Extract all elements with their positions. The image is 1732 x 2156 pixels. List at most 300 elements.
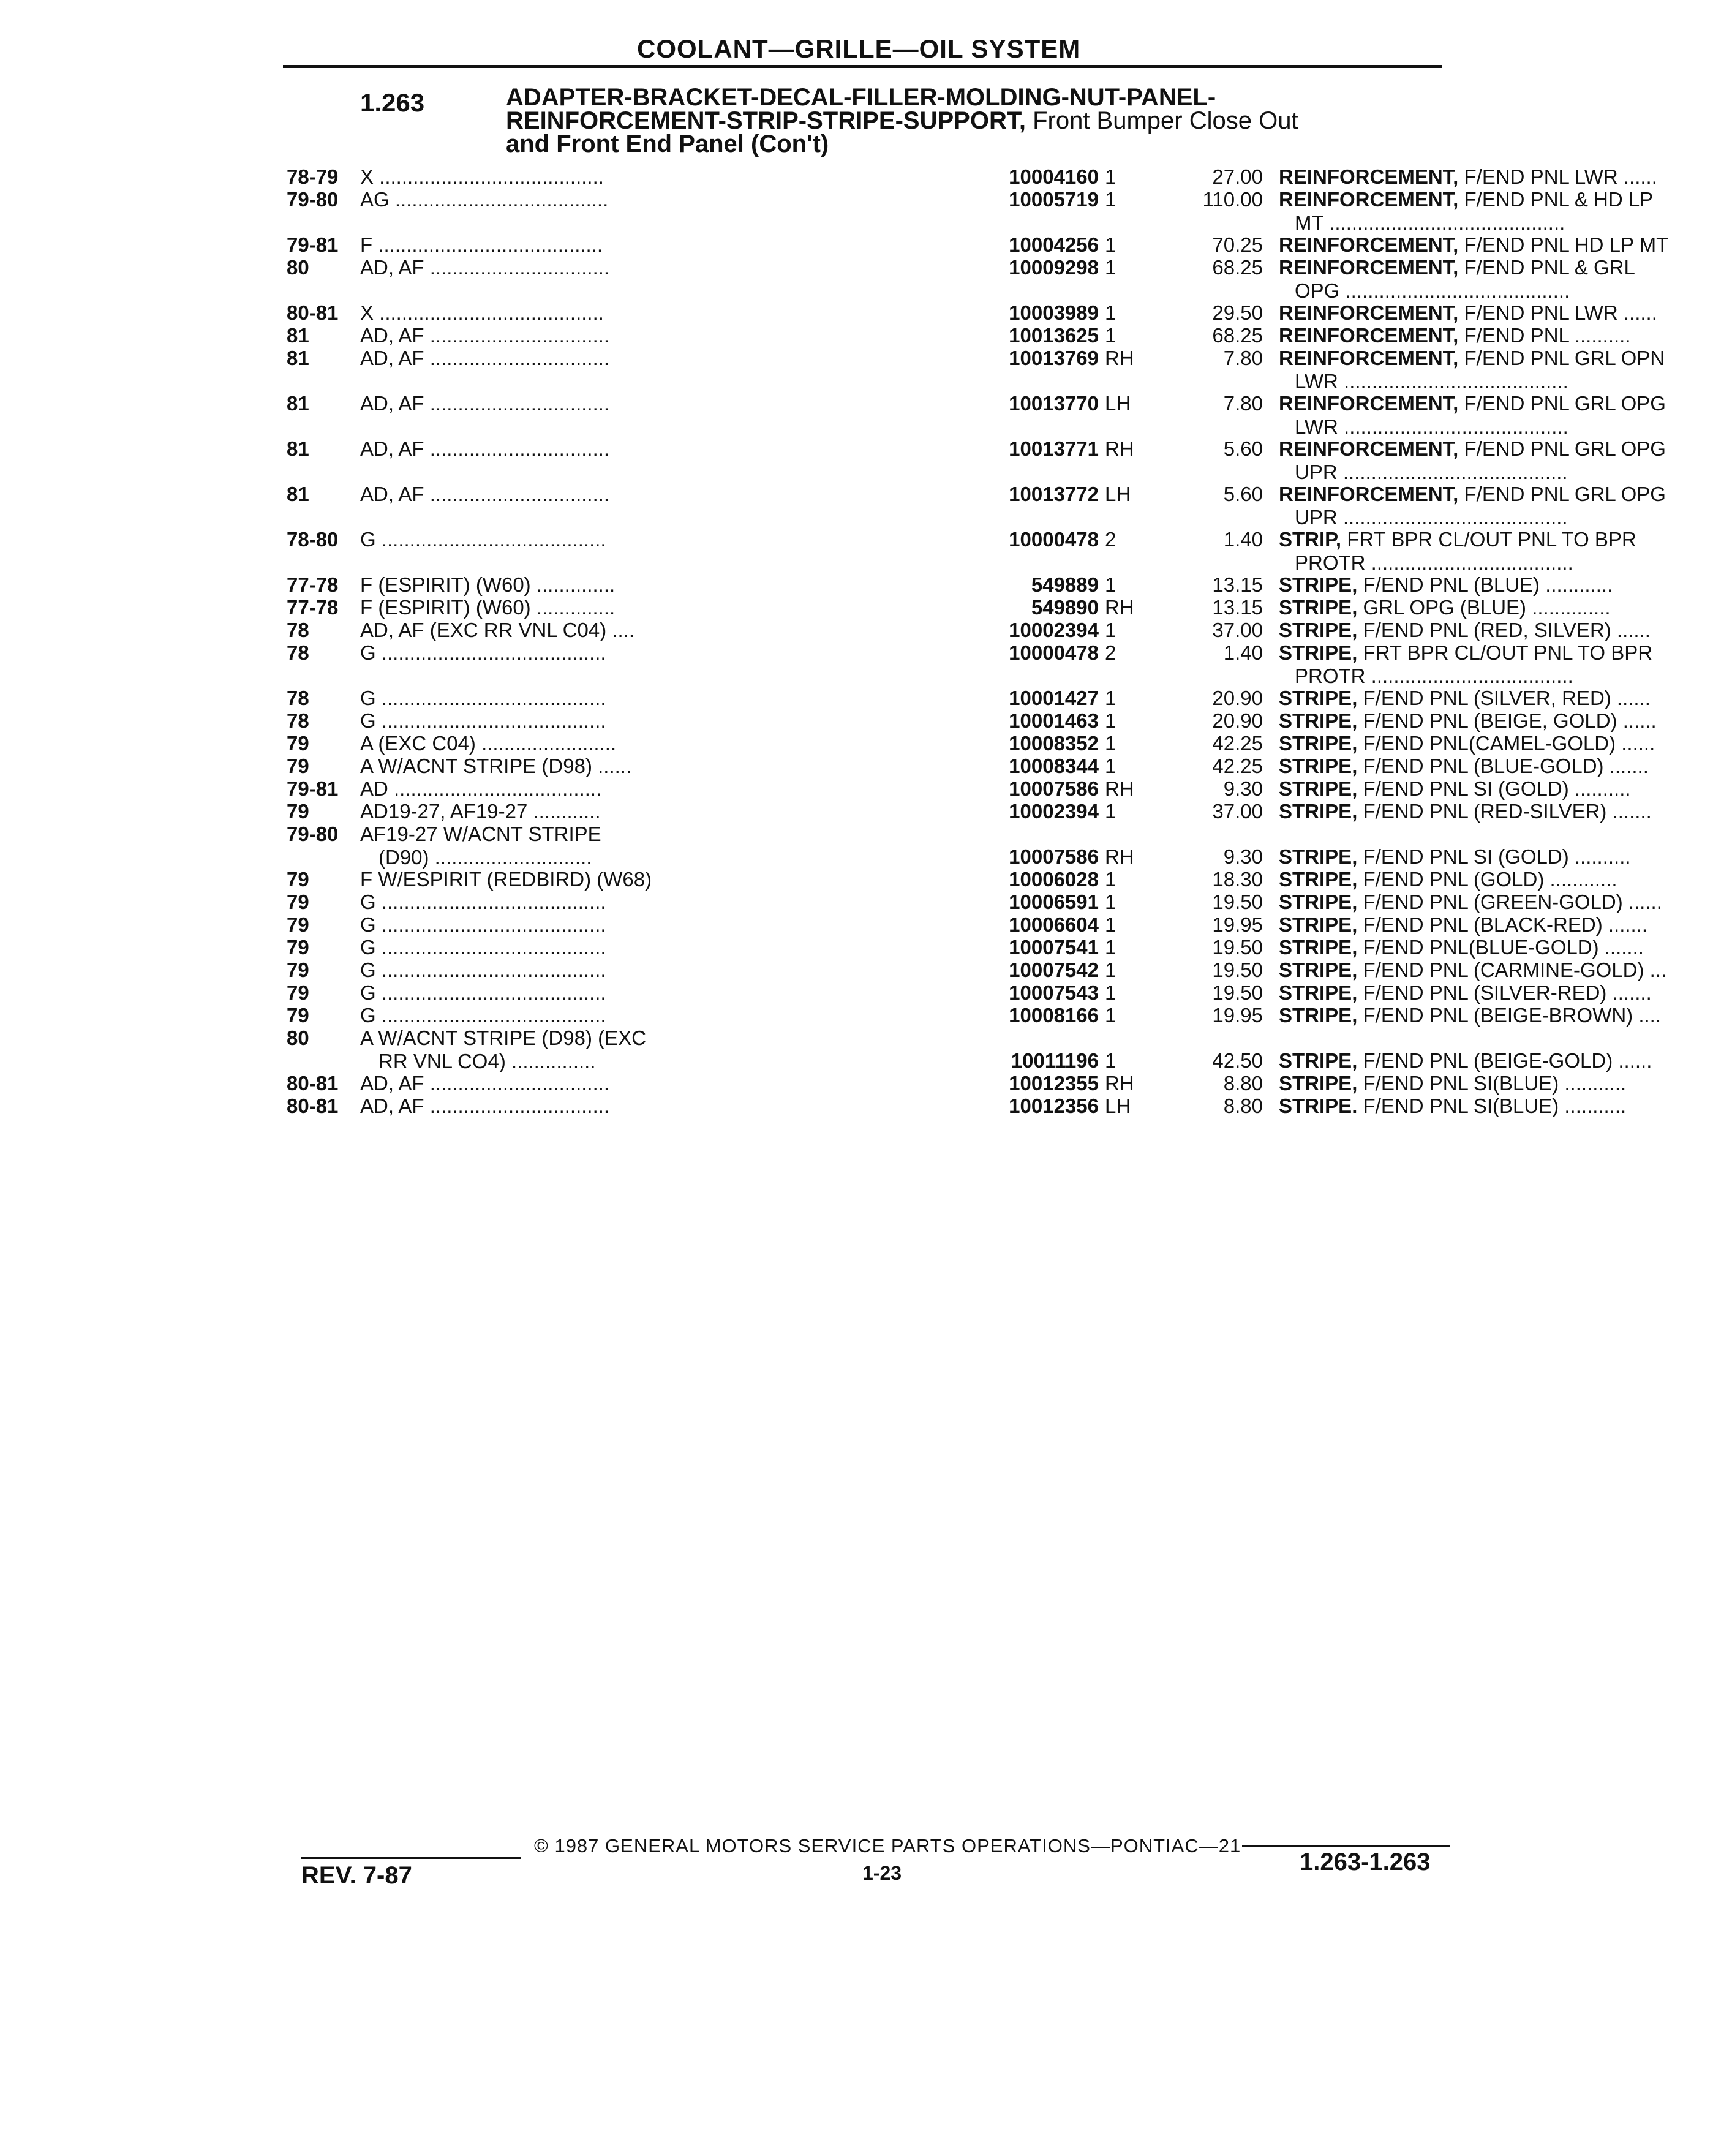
row-description-line <box>1279 1004 1732 1027</box>
row-quantity: 1 <box>1105 959 1116 981</box>
row-description <box>1279 324 1732 347</box>
row-description <box>1279 641 1732 688</box>
row-quantity: LH <box>1105 1095 1131 1117</box>
row-description <box>1279 528 1732 575</box>
row-year: 79-80 <box>287 823 339 845</box>
row-description-line <box>1279 301 1732 325</box>
row-model <box>360 1095 968 1118</box>
row-model <box>360 868 968 891</box>
row-part-name: STRIPE, <box>1279 573 1358 596</box>
row-model-line: G ........................................ <box>360 1004 606 1027</box>
row-description-line <box>1279 188 1732 211</box>
page-header-title: COOLANT—GRILLE—OIL SYSTEM <box>637 34 1081 63</box>
row-quantity: 1 <box>1105 913 1116 936</box>
row-part-number: 10007586 <box>1009 845 1099 868</box>
row-part-number: 10001463 <box>1009 709 1099 732</box>
row-model-line: AD, AF ................................ <box>360 256 610 279</box>
row-model-line: A (EXC C04) ........................ <box>360 732 617 755</box>
row-quantity: 1 <box>1105 188 1116 211</box>
row-quantity: 1 <box>1105 619 1116 641</box>
row-description-line <box>1279 800 1732 823</box>
row-description-line: PROTR .................................... <box>1295 665 1573 687</box>
row-description-line <box>1279 324 1732 347</box>
row-part-number: 10003989 <box>1009 301 1099 324</box>
section-title-line-2-rest: Front Bumper Close Out <box>1025 107 1298 134</box>
row-description-line <box>1279 165 1732 189</box>
row-description-line <box>1279 1049 1732 1072</box>
row-model-line: AD ..................................... <box>360 777 602 800</box>
row-price: 27.00 <box>1212 165 1263 188</box>
row-quantity: 1 <box>1105 1004 1116 1027</box>
row-description-text: F/END PNL (BEIGE, GOLD) ...... <box>1357 709 1657 732</box>
row-model-line: F (ESPIRIT) (W60) .............. <box>360 573 616 596</box>
row-description <box>1279 1072 1732 1095</box>
row-part-number: 10002394 <box>1009 800 1099 823</box>
row-year: 79-81 <box>287 777 339 800</box>
row-year: 81 <box>287 437 309 460</box>
footer-rule-left <box>301 1857 521 1859</box>
row-description-text: F/END PNL .......... <box>1458 324 1631 347</box>
row-description-line <box>1279 437 1732 461</box>
row-description-line: PROTR .................................... <box>1295 551 1573 574</box>
row-description <box>1279 1049 1732 1072</box>
row-model-line: F ........................................ <box>360 233 603 256</box>
row-model <box>360 619 968 642</box>
row-year: 79 <box>287 755 309 777</box>
row-model <box>360 165 968 189</box>
row-model <box>360 483 968 506</box>
row-description-line <box>1279 868 1732 891</box>
row-price: 13.15 <box>1212 596 1263 619</box>
row-description-text: F/END PNL (GREEN-GOLD) ...... <box>1357 891 1662 913</box>
row-price: 42.50 <box>1212 1049 1263 1072</box>
row-model <box>360 732 968 755</box>
row-description-line <box>1279 392 1732 415</box>
row-part-name: STRIPE, <box>1279 913 1358 936</box>
row-model <box>360 188 968 211</box>
row-part-number: 10005719 <box>1009 188 1099 211</box>
row-part-number: 10004256 <box>1009 233 1099 256</box>
row-part-name: REINFORCEMENT, <box>1279 483 1459 505</box>
row-model <box>360 437 968 461</box>
row-model <box>360 573 968 597</box>
row-price: 18.30 <box>1212 868 1263 891</box>
row-part-number: 10013771 <box>1009 437 1099 460</box>
row-price: 68.25 <box>1212 256 1263 279</box>
row-price: 9.30 <box>1223 845 1263 868</box>
row-quantity: 1 <box>1105 165 1116 188</box>
row-description-line <box>1279 687 1732 710</box>
row-description <box>1279 483 1732 529</box>
row-description <box>1279 845 1732 869</box>
row-description-text: F/END PNL GRL OPG <box>1458 483 1666 505</box>
row-description <box>1279 777 1732 801</box>
row-model-line: G ........................................ <box>360 936 606 959</box>
row-description-line <box>1279 233 1732 257</box>
row-part-name: STRIPE, <box>1279 596 1358 619</box>
row-price: 29.50 <box>1212 301 1263 324</box>
row-price: 19.50 <box>1212 891 1263 913</box>
row-part-name: STRIPE, <box>1279 732 1358 755</box>
row-description-line <box>1279 777 1732 801</box>
row-description-text: F/END PNL(BLUE-GOLD) ....... <box>1357 936 1644 959</box>
row-description-line <box>1279 732 1732 755</box>
row-description <box>1279 188 1732 235</box>
row-description <box>1279 959 1732 982</box>
row-model <box>360 1072 968 1095</box>
row-part-number: 10012356 <box>1009 1095 1099 1117</box>
row-part-name: REINFORCEMENT, <box>1279 392 1459 415</box>
row-part-number: 10007541 <box>1009 936 1099 959</box>
row-part-name: STRIPE, <box>1279 1072 1358 1095</box>
row-quantity: RH <box>1105 777 1134 800</box>
section-title <box>506 86 1449 156</box>
row-part-name: STRIPE, <box>1279 709 1358 732</box>
row-part-number: 10006028 <box>1009 868 1099 891</box>
row-price: 13.15 <box>1212 573 1263 596</box>
row-quantity: 1 <box>1105 755 1116 777</box>
row-description-line <box>1279 936 1732 959</box>
row-part-name: REINFORCEMENT, <box>1279 347 1459 369</box>
row-description-line: UPR ........................................ <box>1295 461 1568 483</box>
row-part-number: 10006604 <box>1009 913 1099 936</box>
header-rule <box>283 65 1442 68</box>
row-part-name: STRIPE, <box>1279 1004 1358 1027</box>
row-description-line <box>1279 483 1732 506</box>
row-year: 79 <box>287 981 309 1004</box>
row-quantity: LH <box>1105 392 1131 415</box>
row-part-name: STRIPE, <box>1279 845 1358 868</box>
row-part-number: 10002394 <box>1009 619 1099 641</box>
row-part-number: 10007542 <box>1009 959 1099 981</box>
row-year: 79-80 <box>287 188 339 211</box>
row-description-line <box>1279 619 1732 642</box>
row-model-line: X ........................................ <box>360 165 604 188</box>
row-price: 19.50 <box>1212 936 1263 959</box>
row-part-name: STRIPE, <box>1279 868 1358 891</box>
row-part-number: 10007586 <box>1009 777 1099 800</box>
footer-page-number: 1-23 <box>862 1862 902 1884</box>
row-year: 80-81 <box>287 1095 339 1117</box>
row-description-text: F/END PNL (SILVER-RED) ....... <box>1357 981 1652 1004</box>
row-quantity: RH <box>1105 437 1134 460</box>
row-quantity: RH <box>1105 596 1134 619</box>
footer-copyright: © 1987 GENERAL MOTORS SERVICE PARTS OPERATIONS—PONTIAC—21 <box>534 1835 1241 1856</box>
row-price: 1.40 <box>1223 528 1263 551</box>
row-part-number: 10008166 <box>1009 1004 1099 1027</box>
row-year: 80-81 <box>287 1072 339 1095</box>
section-title-line-2-bold: REINFORCEMENT-STRIP-STRIPE-SUPPORT, <box>506 107 1026 134</box>
row-description-line <box>1279 596 1732 619</box>
row-description-line: MT .......................................... <box>1295 211 1565 234</box>
row-quantity: 1 <box>1105 732 1116 755</box>
row-model-line: F W/ESPIRIT (REDBIRD) (W68) <box>360 868 652 891</box>
row-year: 78 <box>287 641 309 664</box>
row-price: 5.60 <box>1223 483 1263 505</box>
row-description <box>1279 755 1732 778</box>
row-model-line: AD, AF ................................ <box>360 483 610 505</box>
row-description-line <box>1279 1095 1732 1118</box>
row-model <box>360 891 968 914</box>
row-description-text: F/END PNL LWR ...... <box>1458 165 1657 188</box>
row-year: 78 <box>287 619 309 641</box>
row-description <box>1279 981 1732 1005</box>
row-price: 20.90 <box>1212 709 1263 732</box>
row-model-line: A W/ACNT STRIPE (D98) ...... <box>360 755 632 777</box>
footer-section-range: 1.263-1.263 <box>1300 1849 1431 1875</box>
section-number: 1.263 <box>360 88 425 117</box>
row-model-line: G ........................................ <box>360 687 606 709</box>
row-quantity: 1 <box>1105 1049 1116 1072</box>
row-model <box>360 709 968 733</box>
row-description-line <box>1279 347 1732 370</box>
row-model-line: G ........................................ <box>360 981 606 1004</box>
row-year: 80 <box>287 256 309 279</box>
row-part-number: 549889 <box>1031 573 1099 596</box>
section-title-line-3: and Front End Panel (Con't) <box>506 130 829 157</box>
row-description-line: UPR ........................................ <box>1295 506 1568 529</box>
row-description-text: F/END PNL(CAMEL-GOLD) ...... <box>1357 732 1655 755</box>
row-part-number: 10013769 <box>1009 347 1099 369</box>
row-description-text: F/END PNL (GOLD) ............ <box>1357 868 1617 891</box>
row-price: 20.90 <box>1212 687 1263 709</box>
row-model <box>360 687 968 710</box>
row-part-name: STRIPE, <box>1279 981 1358 1004</box>
row-description <box>1279 437 1732 484</box>
row-quantity: LH <box>1105 483 1131 505</box>
row-description-text: F/END PNL GRL OPN <box>1458 347 1665 369</box>
row-description-text: FRT BPR CL/OUT PNL TO BPR <box>1357 641 1653 664</box>
row-price: 8.80 <box>1223 1095 1263 1117</box>
row-quantity: 1 <box>1105 301 1116 324</box>
row-quantity: RH <box>1105 1072 1134 1095</box>
row-price: 110.00 <box>1202 188 1263 211</box>
row-part-name: REINFORCEMENT, <box>1279 188 1459 211</box>
row-year: 79 <box>287 1004 309 1027</box>
row-price: 5.60 <box>1223 437 1263 460</box>
section-title-line-1: ADAPTER-BRACKET-DECAL-FILLER-MOLDING-NUT-PANEL- <box>506 84 1216 111</box>
row-model <box>360 981 968 1005</box>
row-part-number: 10001427 <box>1009 687 1099 709</box>
row-description-text: F/END PNL LWR ...... <box>1458 301 1657 324</box>
row-model <box>360 1004 968 1027</box>
row-model-line: X ........................................ <box>360 301 604 324</box>
row-description <box>1279 936 1732 959</box>
row-description <box>1279 732 1732 755</box>
row-part-name: REINFORCEMENT, <box>1279 165 1459 188</box>
row-model <box>360 913 968 937</box>
row-model <box>360 596 968 619</box>
row-part-number: 10000478 <box>1009 528 1099 551</box>
row-model <box>360 256 968 279</box>
row-description-line: OPG ........................................ <box>1295 279 1570 302</box>
row-part-name: REINFORCEMENT, <box>1279 256 1459 279</box>
row-year: 79 <box>287 936 309 959</box>
row-model <box>360 392 968 415</box>
row-description-text: F/END PNL (RED, SILVER) ...... <box>1357 619 1651 641</box>
row-price: 37.00 <box>1212 619 1263 641</box>
row-model-line: G ........................................ <box>360 709 606 732</box>
row-description <box>1279 619 1732 642</box>
row-part-name: STRIPE, <box>1279 959 1358 981</box>
row-description-line <box>1279 1072 1732 1095</box>
row-year: 79 <box>287 732 309 755</box>
row-part-name: REINFORCEMENT, <box>1279 233 1459 256</box>
row-description <box>1279 868 1732 891</box>
row-description-text: F/END PNL SI(BLUE) ........... <box>1357 1072 1627 1095</box>
row-quantity: 2 <box>1105 528 1116 551</box>
row-part-name: REINFORCEMENT, <box>1279 324 1459 347</box>
row-model <box>360 800 968 823</box>
row-description <box>1279 392 1732 439</box>
row-part-name: STRIPE, <box>1279 641 1358 664</box>
row-description-text: F/END PNL (RED-SILVER) ....... <box>1357 800 1652 823</box>
row-part-name: STRIP, <box>1279 528 1342 551</box>
row-description-line: LWR ........................................ <box>1295 370 1568 393</box>
row-description-text: F/END PNL SI (GOLD) .......... <box>1357 777 1631 800</box>
row-year: 79 <box>287 959 309 981</box>
row-quantity: 1 <box>1105 687 1116 709</box>
row-part-name: REINFORCEMENT, <box>1279 437 1459 460</box>
row-description-text: F/END PNL GRL OPG <box>1458 392 1666 415</box>
row-model-line: AG ...................................... <box>360 188 609 211</box>
row-description-text: F/END PNL & HD LP <box>1458 188 1654 211</box>
row-year: 79 <box>287 868 309 891</box>
row-part-number: 10013772 <box>1009 483 1099 505</box>
row-price: 19.50 <box>1212 959 1263 981</box>
row-model-line: G ........................................ <box>360 959 606 981</box>
row-year: 77-78 <box>287 596 339 619</box>
row-quantity: 1 <box>1105 324 1116 347</box>
row-description-line <box>1279 528 1732 551</box>
row-part-name: STRIPE, <box>1279 936 1358 959</box>
row-part-number: 10013770 <box>1009 392 1099 415</box>
row-description-line <box>1279 573 1732 597</box>
row-description <box>1279 1004 1732 1027</box>
row-description-line <box>1279 891 1732 914</box>
row-year: 80 <box>287 1027 309 1049</box>
row-description <box>1279 596 1732 619</box>
row-model-line: AD, AF ................................ <box>360 1095 610 1117</box>
row-year: 78 <box>287 709 309 732</box>
row-year: 81 <box>287 347 309 369</box>
row-part-name: STRIPE, <box>1279 891 1358 913</box>
row-model-line: G ........................................ <box>360 528 606 551</box>
row-quantity: 1 <box>1105 981 1116 1004</box>
row-year: 79 <box>287 913 309 936</box>
row-model <box>360 641 968 665</box>
footer-rule-right <box>1242 1845 1450 1847</box>
row-quantity: 1 <box>1105 868 1116 891</box>
row-quantity: 1 <box>1105 936 1116 959</box>
row-model-line: G ........................................ <box>360 641 606 664</box>
row-description-line <box>1279 959 1732 982</box>
row-quantity: RH <box>1105 845 1134 868</box>
row-year: 77-78 <box>287 573 339 596</box>
row-model-line: AD, AF ................................ <box>360 392 610 415</box>
row-price: 7.80 <box>1223 392 1263 415</box>
row-description <box>1279 165 1732 189</box>
row-model-line: AF19-27 W/ACNT STRIPE <box>360 823 601 845</box>
footer-revision: REV. 7-87 <box>301 1862 412 1889</box>
row-price: 42.25 <box>1212 755 1263 777</box>
row-model-line: G ........................................ <box>360 891 606 913</box>
row-year: 78-80 <box>287 528 339 551</box>
row-part-name: STRIPE, <box>1279 1049 1358 1072</box>
row-description <box>1279 891 1732 914</box>
row-description-line <box>1279 845 1732 869</box>
row-description-line <box>1279 755 1732 778</box>
row-year: 78-79 <box>287 165 339 188</box>
row-year: 81 <box>287 324 309 347</box>
row-description-line <box>1279 913 1732 937</box>
row-price: 19.95 <box>1212 1004 1263 1027</box>
row-description-text: F/END PNL (SILVER, RED) ...... <box>1357 687 1651 709</box>
row-model <box>360 823 968 869</box>
row-part-number: 549890 <box>1031 596 1099 619</box>
row-part-number: 10004160 <box>1009 165 1099 188</box>
row-model <box>360 324 968 347</box>
row-description-line <box>1279 641 1732 665</box>
row-description-text: F/END PNL (BLACK-RED) ....... <box>1357 913 1648 936</box>
row-price: 42.25 <box>1212 732 1263 755</box>
row-part-name: STRIPE, <box>1279 619 1358 641</box>
row-year: 79 <box>287 891 309 913</box>
row-quantity: 1 <box>1105 256 1116 279</box>
row-quantity: 1 <box>1105 573 1116 596</box>
row-description-text: F/END PNL HD LP MT <box>1458 233 1669 256</box>
row-model-line: AD, AF ................................ <box>360 347 610 369</box>
row-price: 19.50 <box>1212 981 1263 1004</box>
row-description-text: F/END PNL (BLUE) ............ <box>1357 573 1613 596</box>
row-description <box>1279 233 1732 257</box>
row-model-line: AD19-27, AF19-27 ............ <box>360 800 601 823</box>
row-part-name: STRIPE, <box>1279 800 1358 823</box>
row-description <box>1279 301 1732 325</box>
row-year: 78 <box>287 687 309 709</box>
row-model-line: F (ESPIRIT) (W60) .............. <box>360 596 616 619</box>
row-description <box>1279 709 1732 733</box>
row-model-line: A W/ACNT STRIPE (D98) (EXC <box>360 1027 646 1049</box>
row-model <box>360 777 968 801</box>
row-part-number: 10013625 <box>1009 324 1099 347</box>
row-model <box>360 233 968 257</box>
row-model-line: AD, AF ................................ <box>360 437 610 460</box>
row-part-name: STRIPE, <box>1279 777 1358 800</box>
row-model <box>360 936 968 959</box>
row-price: 19.95 <box>1212 913 1263 936</box>
row-description-text: F/END PNL SI (GOLD) .......... <box>1357 845 1631 868</box>
row-model <box>360 301 968 325</box>
row-model <box>360 347 968 370</box>
row-part-name: REINFORCEMENT, <box>1279 301 1459 324</box>
row-description-line <box>1279 981 1732 1005</box>
row-model-line: AD, AF ................................ <box>360 324 610 347</box>
row-quantity: RH <box>1105 347 1134 369</box>
row-description <box>1279 256 1732 303</box>
row-model-line: G ........................................ <box>360 913 606 936</box>
row-description-line <box>1279 709 1732 733</box>
row-quantity: 1 <box>1105 709 1116 732</box>
row-description-text: F/END PNL (BLUE-GOLD) ....... <box>1357 755 1649 777</box>
row-part-number: 10007543 <box>1009 981 1099 1004</box>
row-quantity: 1 <box>1105 800 1116 823</box>
row-description-line <box>1279 256 1732 279</box>
row-description-line: LWR ........................................ <box>1295 415 1568 438</box>
section-title-line-2 <box>506 109 1449 132</box>
row-description <box>1279 800 1732 823</box>
row-part-number: 10011196 <box>1011 1049 1099 1072</box>
